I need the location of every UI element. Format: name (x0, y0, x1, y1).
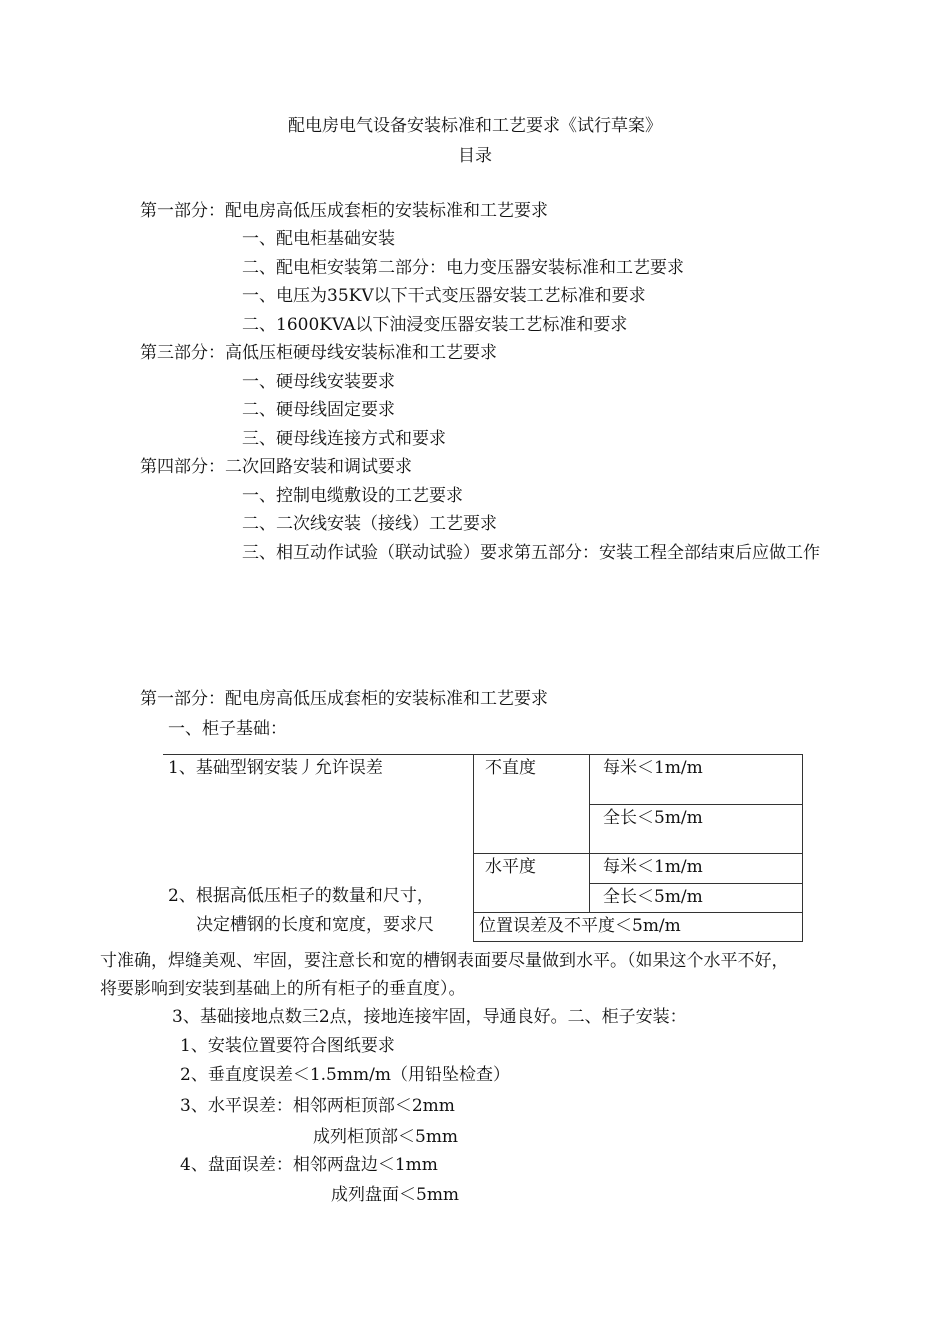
body-paragraph: 寸准确，焊缝美观、牢固，要注意长和宽的槽钢表面要尽量做到水平。（如果这个水平不好， (100, 951, 789, 971)
table-item2-line1: 2、根据高低压柜子的数量和尺寸， (168, 886, 434, 906)
full-length-value: 全长＜5m/m (603, 808, 703, 828)
full-length-value: 全长＜5m/m (603, 887, 703, 907)
per-meter-value: 每米＜1m/m (603, 857, 703, 877)
toc-item: 第一部分：配电房高低压成套柜的安装标准和工艺要求 (140, 201, 548, 221)
levelness-label: 水平度 (485, 857, 536, 877)
toc-item: 第四部分：二次回路安装和调试要求 (140, 457, 412, 477)
toc-item: 一、硬母线安装要求 (242, 372, 395, 392)
toc-item: 三、相互动作试验（联动试验）要求第五部分：安装工程全部结束后应做工作 (242, 543, 820, 563)
body-paragraph: 3、基础接地点数三2点，接地连接牢固，导通良好。二、柜子安装： (172, 1007, 687, 1027)
table-item2-line2: 决定槽钢的长度和宽度，要求尺 (196, 915, 434, 935)
table-item1: 1、基础型钢安装丿允许误差 (168, 758, 383, 778)
per-meter-value: 每米＜1m/m (603, 758, 703, 778)
toc-item: 一、电压为35KV以下干式变压器安装工艺标准和要求 (242, 286, 646, 306)
subsection-heading: 一、柜子基础： (168, 719, 287, 739)
list-item: 成列盘面＜5mm (331, 1185, 460, 1205)
body-paragraph: 将要影响到安装到基础上的所有柜子的垂直度）。 (100, 979, 466, 999)
position-error-value: 位置误差及不平度＜5m/m (479, 916, 681, 936)
toc-item: 一、控制电缆敷设的工艺要求 (242, 486, 463, 506)
toc-item: 三、硬母线连接方式和要求 (242, 429, 446, 449)
list-item: 3、水平误差：相邻两柜顶部＜2mm (180, 1096, 455, 1116)
tolerance-table (163, 754, 803, 942)
toc-item: 二、二次线安装（接线）工艺要求 (242, 514, 497, 534)
toc-item: 一、配电柜基础安装 (242, 229, 395, 249)
list-item: 1、安装位置要符合图纸要求 (180, 1036, 395, 1056)
list-item: 4、盘面误差：相邻两盘边＜1mm (180, 1155, 438, 1175)
straightness-label: 不直度 (485, 758, 536, 778)
toc-item: 二、配电柜安装第二部分：电力变压器安装标准和工艺要求 (242, 258, 684, 278)
section-heading: 第一部分：配电房高低压成套柜的安装标准和工艺要求 (140, 689, 548, 709)
document-title: 配电房电气设备安装标准和工艺要求《试行草案》 (288, 116, 662, 136)
toc-heading: 目录 (458, 146, 492, 166)
toc-item: 第三部分：高低压柜硬母线安装标准和工艺要求 (140, 343, 497, 363)
list-item: 成列柜顶部＜5mm (313, 1127, 459, 1147)
toc-item: 二、硬母线固定要求 (242, 400, 395, 420)
toc-item: 二、1600KVA以下油浸变压器安装工艺标准和要求 (242, 315, 628, 335)
list-item: 2、垂直度误差＜1.5mm/m（用铅坠检查） (180, 1065, 510, 1085)
